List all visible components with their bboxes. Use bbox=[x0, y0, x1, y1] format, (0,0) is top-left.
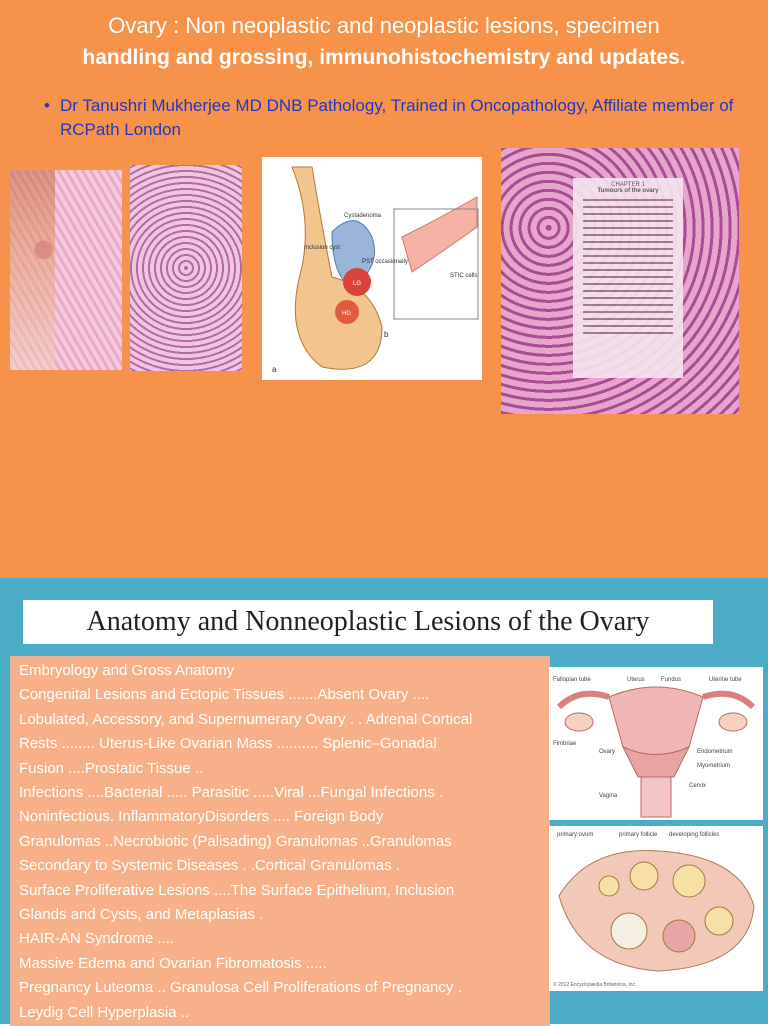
ovary-follicle-svg bbox=[549, 826, 763, 991]
label-fundus: Fundus bbox=[661, 677, 682, 683]
label-uterine-tube: Uterine tube bbox=[709, 677, 742, 683]
topic-list-item: Granulomas ..Necrobiotic (Palisading) Granulomas ..Granulomas bbox=[19, 832, 452, 850]
label-cervix: Cervix bbox=[689, 783, 707, 789]
label-cystadenoma: Cystadenoma bbox=[344, 213, 382, 219]
label-uterus: Uterus bbox=[627, 677, 645, 683]
slide-1-title-line-2: handling and grossing, immunohistochemistry and updates. bbox=[82, 46, 686, 69]
topic-list-item: Pregnancy Luteoma .. Granulosa Cell Proliferations of Pregnancy . bbox=[19, 979, 462, 997]
topic-list-box bbox=[10, 656, 550, 1026]
topic-list-item: Embryology and Gross Anatomy bbox=[19, 662, 235, 679]
slide-1-title-line-1: Ovary : Non neoplastic and neoplastic lesions, specimen bbox=[108, 13, 660, 38]
topic-list-item: Lobulated, Accessory, and Supernumerary Ovary . . Adrenal Cortical bbox=[19, 710, 473, 728]
chapter-label: CHAPTER 1 bbox=[611, 182, 645, 188]
topic-list-item: Massive Edema and Ovarian Fibromatosis ..... bbox=[19, 954, 327, 972]
label-myometrium: Myometrium bbox=[697, 763, 731, 769]
topic-list-item: Congenital Lesions and Ectopic Tissues .......Absent Ovary .... bbox=[19, 686, 430, 704]
author-credit bbox=[44, 94, 740, 142]
label-hg: HG bbox=[342, 311, 351, 317]
label-ovary: Ovary bbox=[599, 749, 616, 755]
label-inclusion-cyst: Inclusion cyst bbox=[304, 245, 341, 251]
slide-2-title-box bbox=[23, 600, 713, 644]
uterus-anatomy-diagram bbox=[549, 667, 763, 820]
label-endometrium: Endometrium bbox=[697, 749, 733, 755]
author-text: Dr Tanushri Mukherjee MD DNB Pathology, Trained in Oncopathology, Affiliate member of RCPath London bbox=[60, 96, 734, 139]
label-primary-ovum: primary ovum bbox=[557, 832, 594, 838]
tubal-origin-diagram bbox=[262, 157, 482, 380]
ovary-follicle-diagram bbox=[549, 826, 763, 991]
label-fimbriae: Fimbriae bbox=[553, 741, 577, 747]
label-lg: LG bbox=[353, 281, 362, 287]
topic-list-item: HAIR-AN Syndrome .... bbox=[19, 930, 175, 948]
histology-image-3 bbox=[501, 148, 739, 414]
label-pst: PST occasionally bbox=[362, 259, 408, 265]
label-primary-follicle: primary follicle bbox=[619, 832, 658, 838]
topic-list-item: Glands and Cysts, and Metaplasias . bbox=[19, 906, 264, 924]
topic-list bbox=[19, 659, 547, 1025]
label-developing-follicles: developing follicles bbox=[669, 832, 720, 838]
topic-list-item: Noninfectious. InflammatoryDisorders .... Foreign Body bbox=[19, 808, 384, 826]
topic-list-item: Leydig Cell Hyperplasia .. bbox=[19, 1003, 190, 1021]
topic-list-item: Infections ....Bacterial ..... Parasitic .....Viral ...Fungal Infections . bbox=[19, 784, 444, 802]
topic-list-item: Surface Proliferative Lesions ....The Surface Epithelium, Inclusion bbox=[19, 881, 455, 899]
label-b: b bbox=[384, 330, 389, 339]
label-a: a bbox=[272, 365, 277, 374]
label-fallopian-tube: Fallopian tube bbox=[553, 677, 591, 683]
label-copyright: © 2012 Encyclopædia Britannica, Inc. bbox=[553, 982, 637, 988]
uterus-anatomy-svg bbox=[549, 667, 763, 820]
histology-image-2 bbox=[130, 165, 242, 371]
topic-list-item: Secondary to Systemic Diseases . .Cortical Granulomas . bbox=[19, 857, 400, 875]
slide-2-title: Anatomy and Nonneoplastic Lesions of the Ovary bbox=[86, 606, 650, 637]
label-vagina: Vagina bbox=[599, 793, 618, 799]
topic-list-item: Fusion ....Prostatic Tissue .. bbox=[19, 759, 204, 777]
label-stic: STIC cells bbox=[450, 273, 478, 279]
topic-list-item: Rests ........ Uterus-Like Ovarian Mass .......... Splenic–Gonadal bbox=[19, 735, 437, 753]
chapter-heading: Tumours of the ovary bbox=[597, 188, 659, 194]
histology-image-1 bbox=[10, 170, 122, 370]
who-chapter-overlay bbox=[573, 178, 683, 378]
tubal-origin-diagram-svg bbox=[262, 157, 482, 380]
bullet-icon: • bbox=[44, 96, 50, 115]
